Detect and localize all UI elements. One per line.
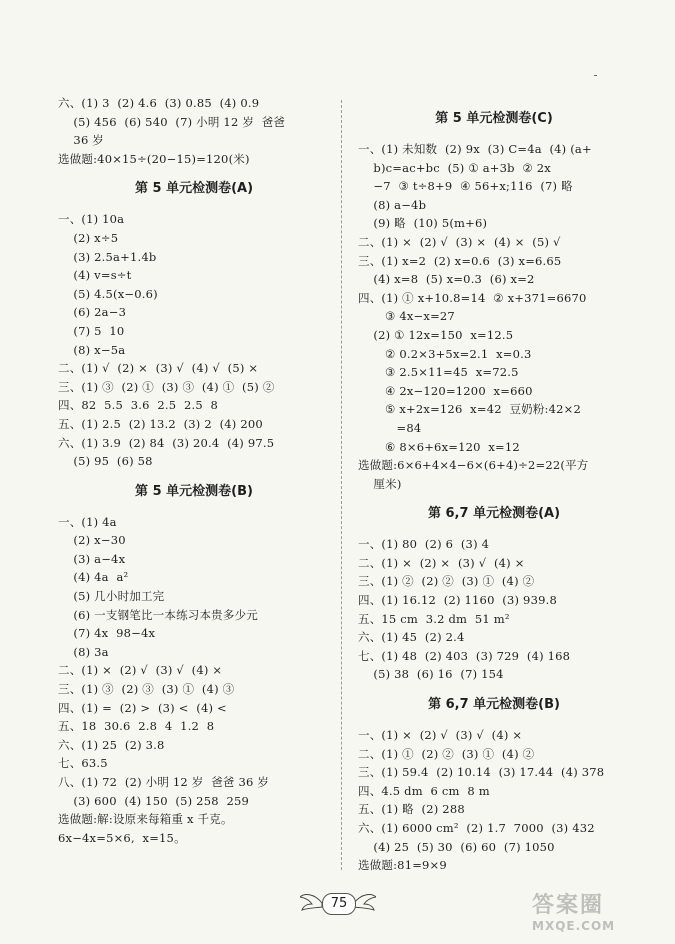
answer-line: 三、(1) ③ (2) ③ (3) ① (4) ③ bbox=[58, 682, 235, 697]
watermark-top: 答案圈 bbox=[532, 893, 605, 918]
answer-line: (3) 600 (4) 150 (5) 258 259 bbox=[58, 793, 249, 808]
answer-line: (5) 几小时加工完 bbox=[58, 589, 165, 604]
page-number: 75 bbox=[322, 893, 356, 915]
answer-line: 选做题:6×6+4×4−6×(6+4)÷2=22(平方 bbox=[358, 458, 589, 473]
answer-line: 五、(1) 略 (2) 288 bbox=[358, 802, 465, 817]
answer-line: 七、(1) 48 (2) 403 (3) 729 (4) 168 bbox=[358, 648, 571, 663]
answer-line: 二、(1) × (2) × (3) √ (4) × bbox=[358, 555, 525, 570]
answer-line: 一、(1) 未知数 (2) 9x (3) C=4a (4) (a+ bbox=[358, 142, 592, 156]
answer-line: (8) a−4b bbox=[358, 197, 427, 212]
answer-line: 6x−4x=5×6, x=15。 bbox=[58, 830, 186, 845]
answer-line: −7 ③ t÷8+9 ④ 56+x;116 (7) 略 bbox=[358, 179, 573, 194]
answer-line: 三、(1) ② (2) ② (3) ① (4) ② bbox=[358, 574, 535, 589]
answer-line: 二、(1) × (2) √ (3) √ (4) × bbox=[58, 663, 223, 678]
answer-line: 一、(1) 4a bbox=[58, 514, 117, 529]
answer-line: (5) 38 (6) 16 (7) 154 bbox=[358, 667, 504, 682]
answer-line: (5) 456 (6) 540 (7) 小明 12 岁 爸爸 bbox=[58, 114, 286, 129]
answer-line: 七、63.5 bbox=[58, 756, 108, 771]
answer-line: ② 0.2×3+5x=2.1 x=0.3 bbox=[358, 346, 532, 361]
answer-line: 六、(1) 3 (2) 4.6 (3) 0.85 (4) 0.9 bbox=[58, 96, 260, 110]
left-column bbox=[58, 94, 330, 847]
answer-line: 八、(1) 72 (2) 小明 12 岁 爸爸 36 岁 bbox=[58, 775, 270, 789]
answer-line: 36 岁 bbox=[58, 133, 105, 148]
answer-line: =84 bbox=[358, 420, 422, 435]
answer-line: 三、(1) 59.4 (2) 10.14 (3) 17.44 (4) 378 bbox=[358, 765, 605, 780]
answer-line: 五、15 cm 3.2 dm 51 m² bbox=[358, 611, 510, 626]
answer-line: 选做题:81=9×9 bbox=[358, 858, 447, 873]
answer-line: 六、(1) 6000 cm² (2) 1.7 7000 (3) 432 bbox=[358, 821, 595, 835]
answer-line: 选做题:解:设原来每箱重 x 千克。 bbox=[58, 812, 233, 827]
answer-line: ⑥ 8×6+6x=120 x=12 bbox=[358, 439, 520, 454]
answer-line: (5) 95 (6) 58 bbox=[58, 454, 153, 469]
answer-line: 四、(1) = (2) > (3) < (4) < bbox=[58, 700, 227, 715]
answer-line: 一、(1) 10a bbox=[58, 212, 125, 227]
answer-line: (3) 2.5a+1.4b bbox=[58, 249, 157, 264]
section-title: 第 5 单元检测卷(A) bbox=[134, 181, 254, 197]
answer-line: 一、(1) × (2) √ (3) √ (4) × bbox=[358, 728, 523, 743]
answer-line: (2) x÷5 bbox=[58, 230, 119, 245]
corner-mark bbox=[594, 75, 597, 76]
watermark-logo bbox=[532, 888, 657, 938]
answer-line: 四、(1) ① x+10.8=14 ② x+371=6670 bbox=[358, 290, 587, 305]
answer-line: (7) 5 10 bbox=[58, 323, 125, 338]
answer-line: 五、(1) 2.5 (2) 13.2 (3) 2 (4) 200 bbox=[58, 416, 263, 431]
section-title: 第 6,7 单元检测卷(A) bbox=[427, 506, 561, 522]
watermark-bottom: MXQE.COM bbox=[532, 919, 616, 933]
answer-line: (4) 25 (5) 30 (6) 60 (7) 1050 bbox=[358, 839, 555, 854]
answer-line: 六、(1) 25 (2) 3.8 bbox=[58, 737, 165, 752]
answer-line: (2) ① 12x=150 x=12.5 bbox=[358, 327, 514, 342]
answer-line: (8) x−5a bbox=[58, 342, 126, 357]
answer-line: 一、(1) 80 (2) 6 (3) 4 bbox=[358, 537, 490, 552]
answer-line: (6) 一支钢笔比一本练习本贵多少元 bbox=[58, 607, 258, 622]
section-title: 第 6,7 单元检测卷(B) bbox=[428, 697, 560, 713]
answer-line: 五、18 30.6 2.8 4 1.2 8 bbox=[58, 719, 215, 734]
answer-line: b)c=ac+bc (5) ① a+3b ② 2x bbox=[358, 160, 551, 175]
answer-line: 四、82 5.5 3.6 2.5 2.5 8 bbox=[58, 398, 219, 413]
answer-line: (7) 4x 98−4x bbox=[58, 626, 156, 641]
answer-line: ④ 2x−120=1200 x=660 bbox=[358, 383, 533, 398]
answer-line: (8) 3a bbox=[58, 644, 109, 659]
answer-line: ③ 2.5×11=45 x=72.5 bbox=[358, 365, 519, 380]
section-title: 第 5 单元检测卷(B) bbox=[135, 483, 253, 499]
answer-line: 三、(1) x=2 (2) x=0.6 (3) x=6.65 bbox=[358, 253, 562, 268]
answer-line: (2) x−30 bbox=[58, 533, 126, 548]
answer-line: 四、(1) 16.12 (2) 1160 (3) 939.8 bbox=[358, 593, 557, 608]
answer-line: (6) 2a−3 bbox=[58, 305, 127, 320]
answer-line: 二、(1) ① (2) ② (3) ① (4) ② bbox=[358, 746, 535, 761]
answer-line: (9) 略 (10) 5(m+6) bbox=[358, 216, 488, 231]
answer-line: (4) v=s÷t bbox=[58, 268, 132, 283]
answer-line: 四、4.5 dm 6 cm 8 m bbox=[358, 783, 490, 798]
answer-line: 二、(1) √ (2) × (3) √ (4) √ (5) × bbox=[58, 361, 259, 376]
column-divider bbox=[341, 100, 342, 870]
answer-line: 六、(1) 3.9 (2) 84 (3) 20.4 (4) 97.5 bbox=[58, 435, 275, 450]
answer-line: 选做题:40×15÷(20−15)=120(米) bbox=[58, 151, 250, 166]
answer-line: (4) 4a a² bbox=[58, 570, 129, 585]
answer-line: 二、(1) × (2) √ (3) × (4) × (5) √ bbox=[358, 234, 561, 249]
answer-line: 三、(1) ③ (2) ① (3) ③ (4) ① (5) ② bbox=[58, 379, 275, 394]
answer-line: (3) a−4x bbox=[58, 551, 126, 566]
answer-line: 厘米) bbox=[358, 476, 402, 491]
answer-line: (5) 4.5(x−0.6) bbox=[58, 286, 158, 301]
answer-line: ⑤ x+2x=126 x=42 豆奶粉:42×2 bbox=[358, 402, 581, 417]
section-title: 第 5 单元检测卷(C) bbox=[435, 111, 553, 126]
answer-line: ③ 4x−x=27 bbox=[358, 309, 455, 324]
answer-line: (4) x=8 (5) x=0.3 (6) x=2 bbox=[358, 272, 535, 287]
answer-line: 六、(1) 45 (2) 2.4 bbox=[358, 630, 465, 645]
right-column bbox=[358, 94, 630, 875]
